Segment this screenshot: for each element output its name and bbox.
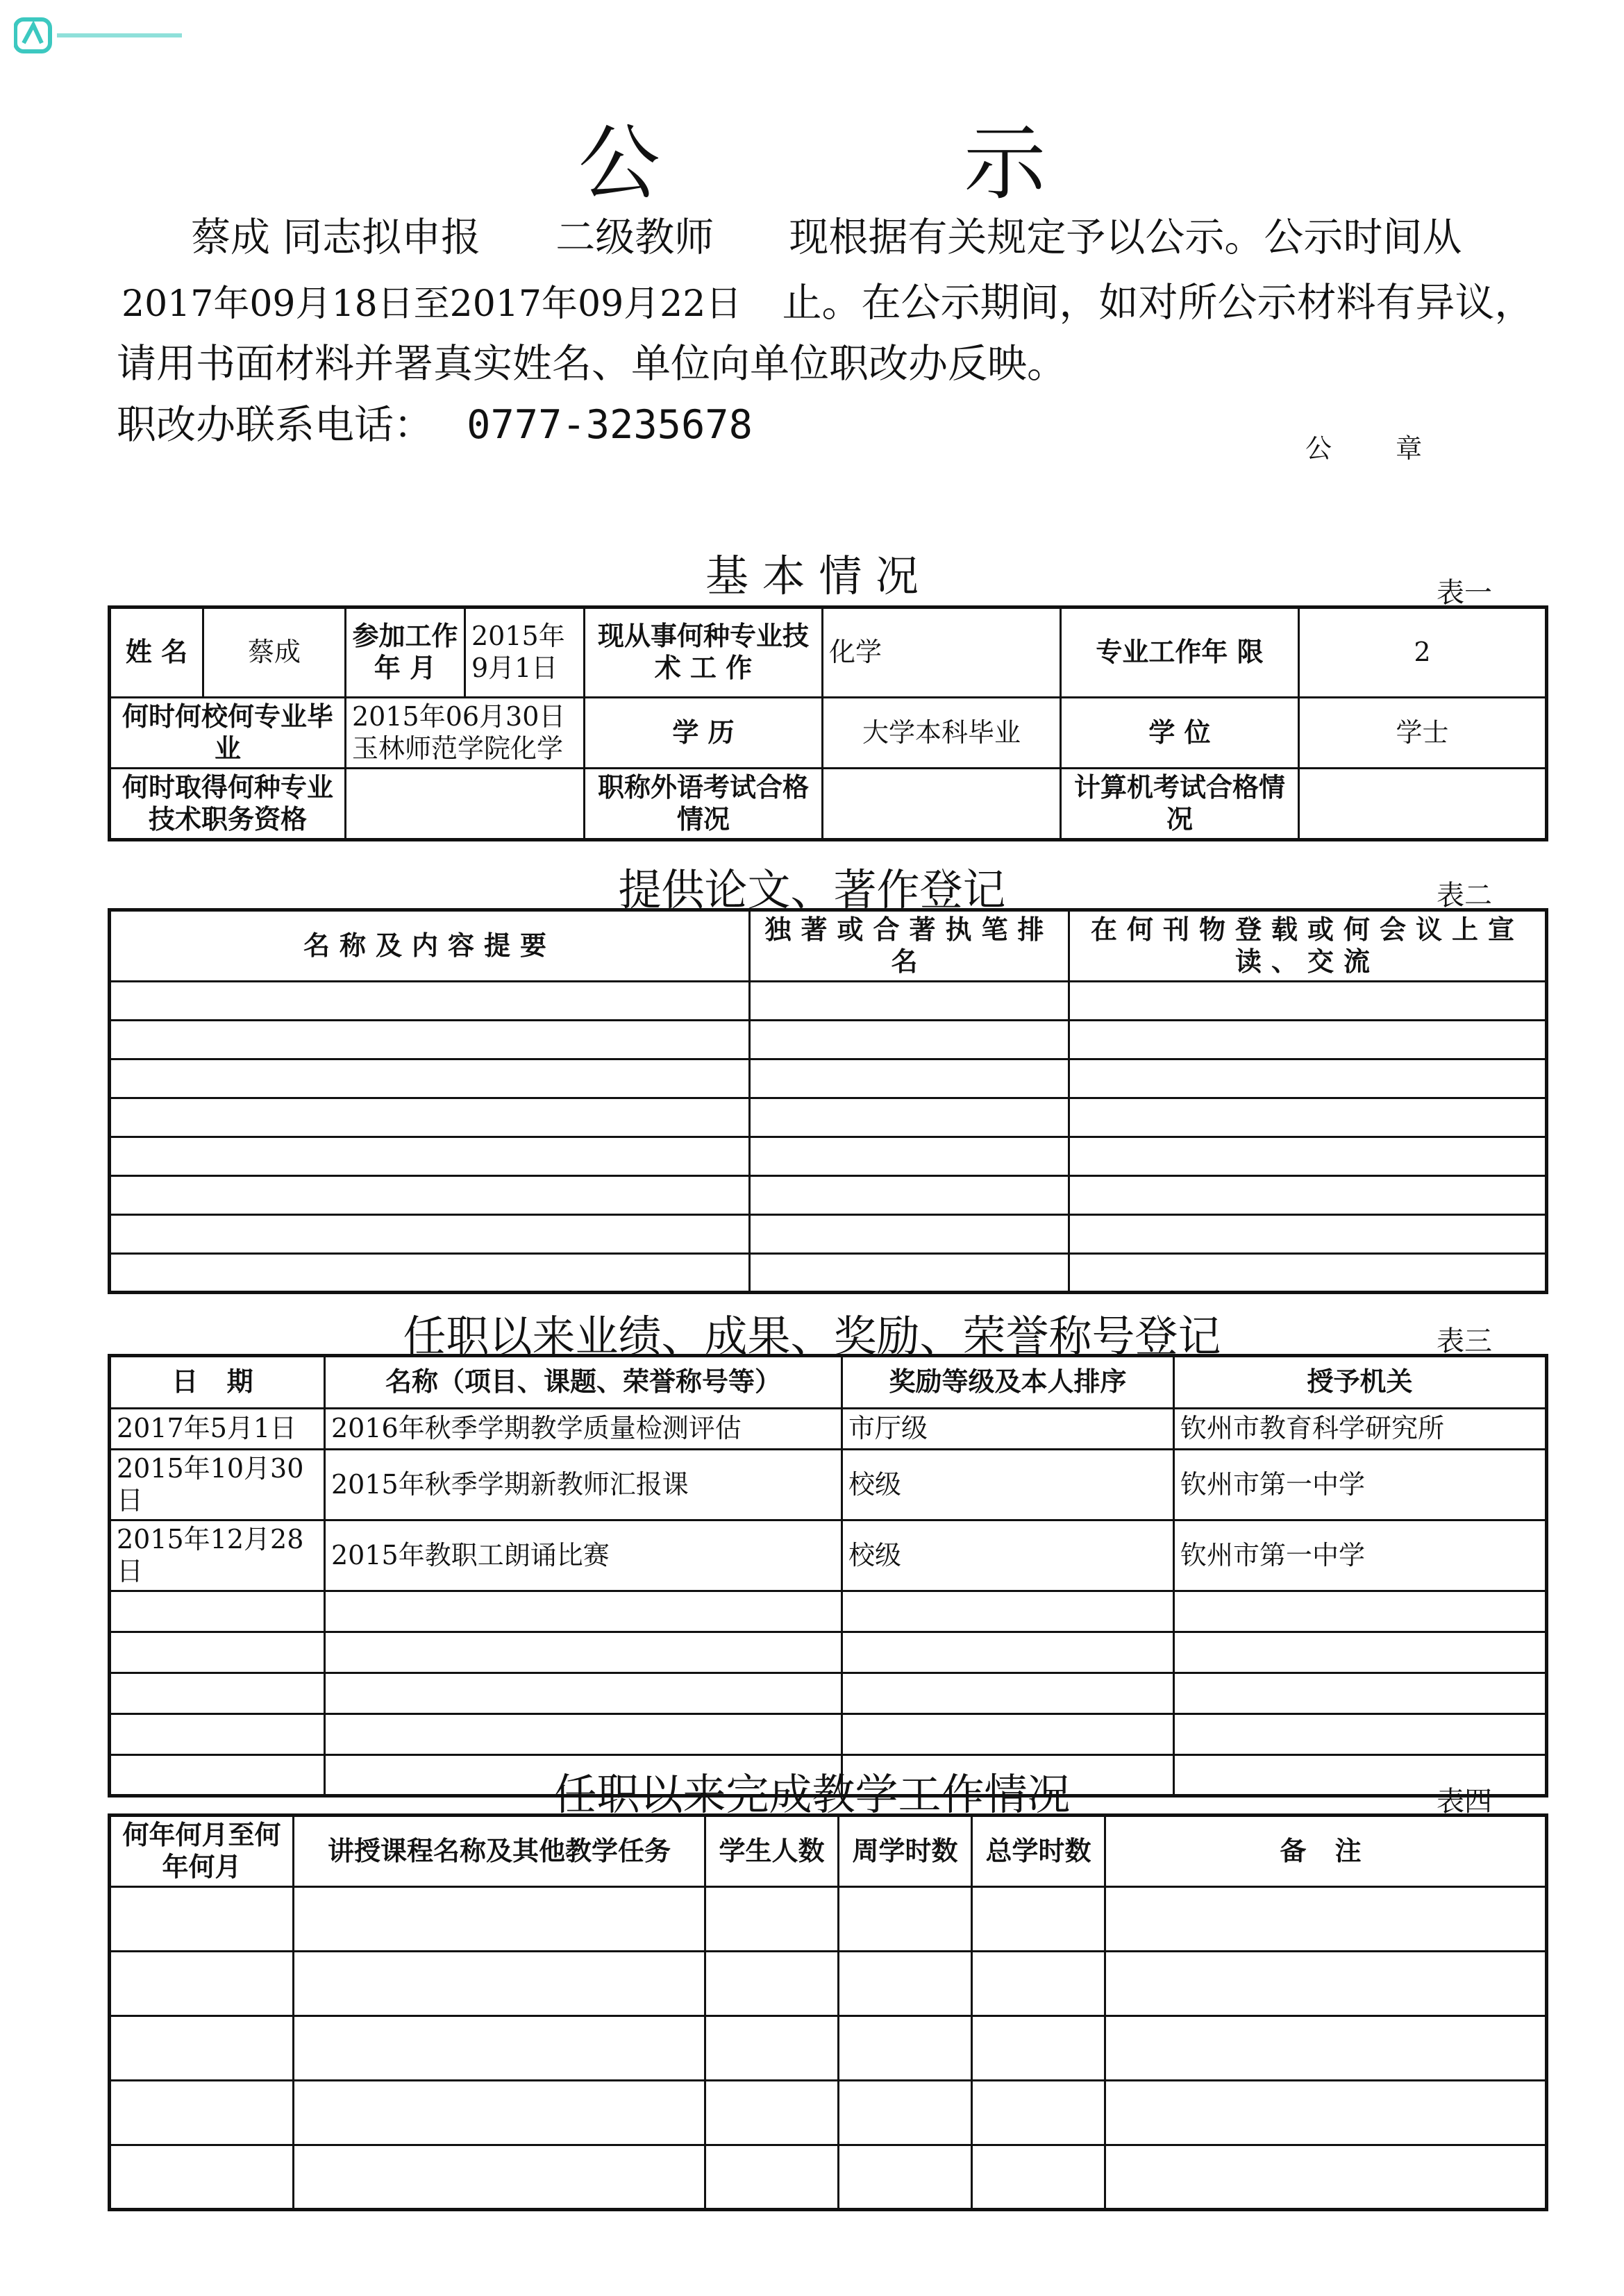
award-level: 市厅级 [842,1409,1174,1450]
table-row [110,1952,1547,2016]
award-level: 校级 [842,1450,1174,1520]
table-row [110,1176,1547,1215]
awards-col-org: 授予机关 [1174,1356,1547,1409]
teaching-title: 任职以来完成教学工作情况 [553,1769,1071,1820]
table-row [110,1021,1547,1059]
teaching-col-period: 何年何月至何年何月 [110,1816,294,1887]
teaching-col-students: 学生人数 [705,1816,839,1887]
table-row [110,1098,1547,1137]
notice-line-3: 请用书面材料并署真实姓名、单位向单位职改办反映。 [117,341,1066,387]
notice-text-2: 现根据有关规定予以公示。公示时间从 [789,215,1462,260]
table-row [110,1887,1547,1952]
foreign-language-value [823,769,1061,840]
notice-line-1 [191,206,1462,262]
table-row [110,1673,1547,1714]
notice-line-4 [117,393,753,450]
award-level: 校级 [842,1520,1174,1591]
table-row [110,982,1547,1021]
teaching-col-weekly-hours: 周学时数 [839,1816,972,1887]
qualification-value [346,769,585,840]
award-date: 2015年12月28日 [110,1520,325,1591]
award-name: 2016年秋季学期教学质量检测评估 [325,1409,842,1450]
award-date: 2017年5月1日 [110,1409,325,1450]
awards-col-date: 日 期 [110,1356,325,1409]
graduation-label: 何时何校何专业毕 业 [110,698,346,769]
papers-table [108,908,1548,1294]
table-row [110,1632,1547,1673]
applicant-name: 蔡成 [191,215,270,260]
education-label: 学 历 [585,698,823,769]
table-row [110,1409,1547,1450]
teaching-table [108,1813,1548,2211]
table-1-number: 表一 [1437,577,1492,609]
teaching-col-total-hours: 总学时数 [972,1816,1105,1887]
awards-table [108,1354,1548,1798]
awards-col-name: 名称（项目、课题、荣誉称号等） [325,1356,842,1409]
teaching-col-remarks: 备 注 [1105,1816,1547,1887]
papers-col-author: 独著或合著执笔排名 [750,910,1069,982]
name-value: 蔡成 [203,607,346,698]
awards-title: 任职以来业绩、成果、奖励、荣誉称号登记 [403,1311,1221,1361]
award-org: 钦州市教育科学研究所 [1174,1409,1547,1450]
computer-exam-value [1299,769,1547,840]
notice-text-3: 止。在公示期间，如对所公示材料有异议， [782,280,1534,326]
applied-rank: 二级教师 [555,215,714,260]
table-2-number: 表二 [1437,880,1492,912]
table-row [110,1254,1547,1293]
table-row [110,1059,1547,1098]
table-row [110,2145,1547,2210]
papers-col-title: 名称及内容提要 [110,910,750,982]
publisher-logo-icon [14,15,194,57]
award-date: 2015年10月30日 [110,1450,325,1520]
computer-exam-label: 计算机考试合格情况 [1061,769,1299,840]
teaching-col-course: 讲授课程名称及其他教学任务 [294,1816,705,1887]
join-date-label: 参加工作年 月 [346,607,465,698]
degree-label: 学 位 [1061,698,1299,769]
table-row [110,2081,1547,2145]
award-name: 2015年教职工朗诵比赛 [325,1520,842,1591]
foreign-language-label: 职称外语考试合格情况 [585,769,823,840]
qualification-label: 何时取得何种专业技术职务资格 [110,769,346,840]
table-row [110,1137,1547,1176]
notice-line-2 [122,271,1534,328]
award-name: 2015年秋季学期新教师汇报课 [325,1450,842,1520]
degree-value: 学士 [1299,698,1547,769]
award-org: 钦州市第一中学 [1174,1450,1547,1520]
major-value: 化学 [823,607,1061,698]
page-title: 公 示 [578,115,1185,211]
papers-col-venue: 在何刊物登载或何会议上宣读、交流 [1069,910,1547,982]
join-date-value: 2015年9月1日 [465,607,585,698]
table-row [110,1520,1547,1591]
notice-text-1: 同志拟申报 [283,215,481,260]
table-4-number: 表四 [1437,1786,1492,1818]
education-value: 大学本科毕业 [823,698,1061,769]
notice-period: 2017年09月18日至2017年09月22日 [122,283,742,325]
years-label: 专业工作年 限 [1061,607,1299,698]
papers-title: 提供论文、著作登记 [618,864,1006,915]
graduation-value: 2015年06月30日玉林师范学院化学 [346,698,585,769]
basic-info-title: 基 本 情 况 [705,551,919,601]
table-row [110,1215,1547,1254]
award-org: 钦州市第一中学 [1174,1520,1547,1591]
awards-col-level: 奖励等级及本人排序 [842,1356,1174,1409]
basic-info-table [108,605,1548,841]
years-value: 2 [1299,607,1547,698]
name-label: 姓 名 [110,607,203,698]
phone-label: 职改办联系电话： [117,402,433,448]
table-row [110,1450,1547,1520]
phone-number: 0777-3235678 [467,402,753,448]
major-label: 现从事何种专业技 术 工 作 [585,607,823,698]
table-3-number: 表三 [1437,1325,1492,1357]
table-row [110,2016,1547,2081]
table-row [110,1714,1547,1755]
table-row [110,1591,1547,1632]
official-seal-label: 公 章 [1305,433,1450,464]
